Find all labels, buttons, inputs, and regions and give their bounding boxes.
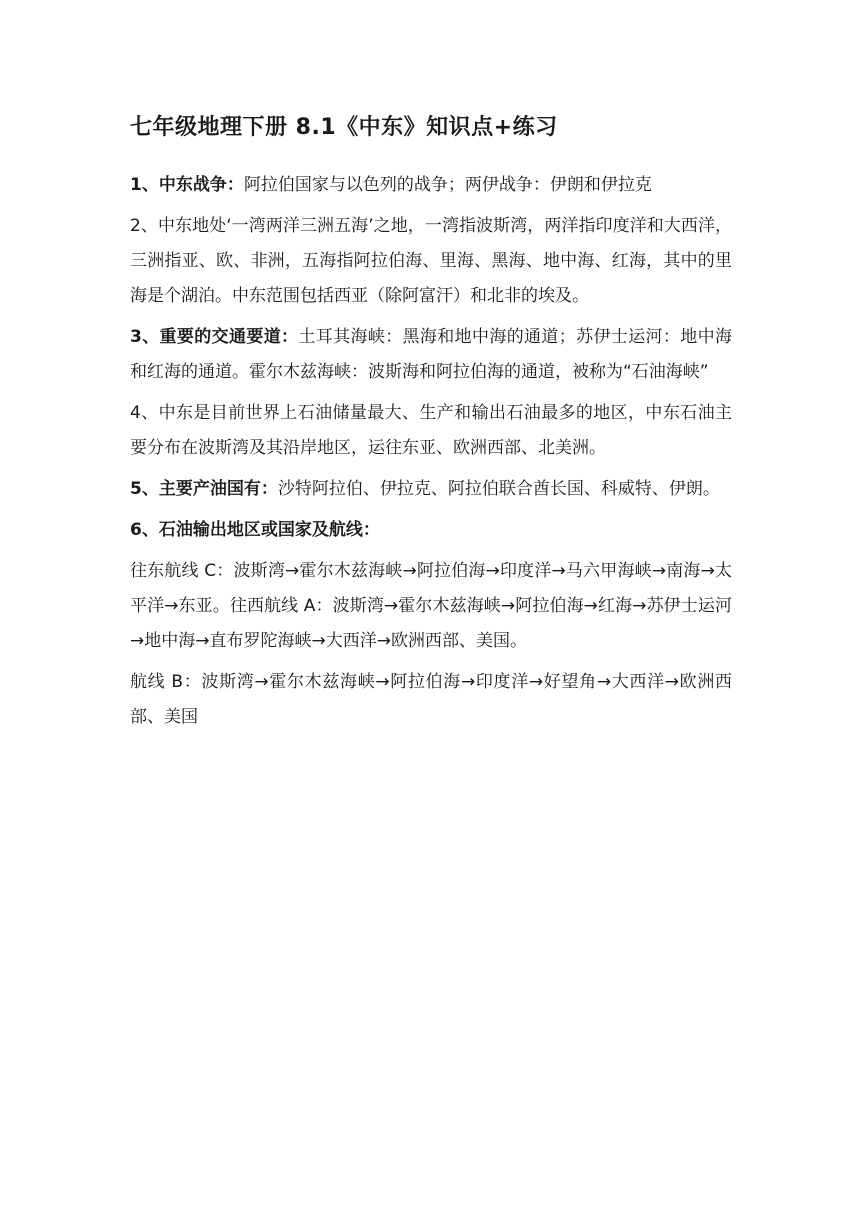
point-5-oil-producers (130, 472, 732, 507)
route-east-west-text: 往东航线 C：波斯湾→霍尔木兹海峡→阿拉伯海→印度洋→马六甲海峡→南海→太平洋→东亚。往西航线 A：波斯湾→霍尔木兹海峡→阿拉伯海→红海→苏伊士运河→地中海→直布罗陀海峡→大西洋→欧洲西部、美国。 (130, 561, 732, 651)
point-5-heading: 5、主要产油国有： (130, 479, 278, 499)
point-5-text: 沙特阿拉伯、伊拉克、阿拉伯联合酋长国、科威特、伊朗。 (277, 479, 720, 499)
document-title: 七年级地理下册 8.1《中东》知识点+练习 (130, 115, 558, 140)
point-4-oil-reserves: 4、中东是目前世界上石油储量最大、生产和输出石油最多的地区，中东石油主要分布在波斯湾及其沿岸地区，运往东亚、欧洲西部、北美洲。 (130, 403, 732, 458)
document-page (130, 108, 732, 741)
point-3-text: 土耳其海峡：黑海和地中海的通道；苏伊士运河：地中海和红海的通道。霍尔木兹海峡：波斯海和阿拉伯海的通道，被称为“石油海峡” (130, 327, 732, 382)
point-2-location: 2、中东地处‘一湾两洋三洲五海’之地，一湾指波斯湾，两洋指印度洋和大西洋，三洲指亚、欧、非洲，五海指阿拉伯海、里海、黑海、地中海、红海，其中的里海是个湖泊。中东范围包括西亚（除阿富汗）和北非的埃及。 (130, 216, 732, 306)
point-3-heading: 3、重要的交通要道： (130, 327, 299, 347)
point-1-middle-east-wars (130, 168, 732, 203)
point-1-heading: 1、中东战争： (130, 175, 244, 195)
point-6-heading: 6、石油输出地区或国家及航线： (130, 520, 380, 540)
point-1-text: 阿拉伯国家与以色列的战争；两伊战争：伊朗和伊拉克 (243, 175, 652, 195)
point-3-transport-routes (130, 320, 732, 390)
route-b-text: 航线 B：波斯湾→霍尔木兹海峡→阿拉伯海→印度洋→好望角→大西洋→欧洲西部、美国 (130, 672, 732, 727)
